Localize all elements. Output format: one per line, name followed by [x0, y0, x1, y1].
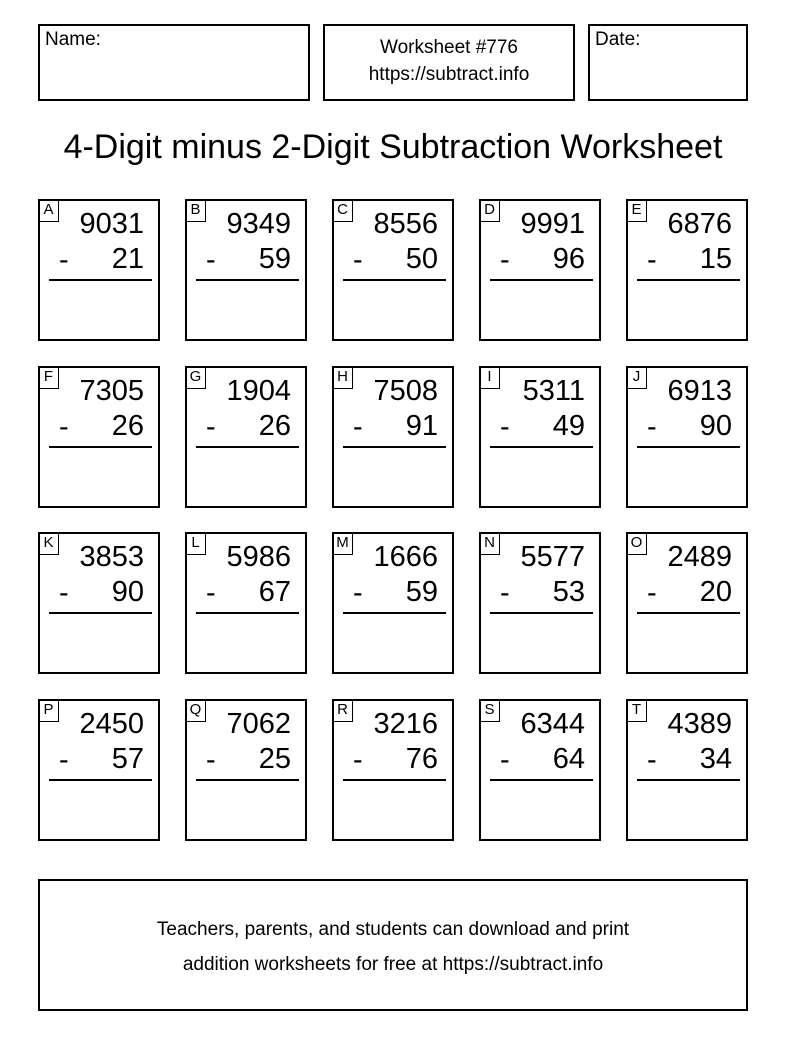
minuend: 6876 [667, 208, 732, 240]
answer-line [343, 279, 446, 281]
minus-sign: - [206, 744, 216, 776]
problem-card[interactable] [332, 699, 454, 841]
minuend: 2489 [667, 541, 732, 573]
problem-letter: I [479, 366, 500, 389]
answer-line [637, 279, 740, 281]
answer-line [49, 279, 152, 281]
footer-line-2: addition worksheets for free at https://subtract.info [182, 954, 604, 975]
minuend: 7062 [226, 708, 291, 740]
subtrahend: 21 [111, 243, 144, 275]
problem-card[interactable] [626, 199, 748, 341]
minus-sign: - [353, 244, 363, 276]
minuend: 4389 [667, 708, 732, 740]
problem-letter: E [626, 199, 647, 222]
subtrahend: 57 [111, 743, 144, 775]
subtrahend: 64 [552, 743, 585, 775]
minuend: 5986 [226, 541, 291, 573]
subtrahend: 90 [699, 410, 732, 442]
problem-letter: B [185, 199, 206, 222]
problem-card[interactable] [626, 532, 748, 674]
answer-line [49, 779, 152, 781]
problem-card[interactable] [185, 532, 307, 674]
minuend: 5577 [520, 541, 585, 573]
minuend: 9991 [520, 208, 585, 240]
problem-letter: M [332, 532, 353, 555]
minus-sign: - [353, 411, 363, 443]
problem-letter: L [185, 532, 206, 555]
problem-card[interactable] [38, 366, 160, 508]
problem-letter: T [626, 699, 647, 722]
subtrahend: 96 [552, 243, 585, 275]
problem-card[interactable] [626, 699, 748, 841]
subtrahend: 90 [111, 576, 144, 608]
minuend: 1666 [373, 541, 438, 573]
worksheet-url: https://subtract.info [368, 64, 530, 85]
date-label: Date: [595, 29, 641, 50]
date-field-box[interactable] [588, 24, 748, 101]
subtrahend: 49 [552, 410, 585, 442]
problem-letter: F [38, 366, 59, 389]
problem-letter: K [38, 532, 59, 555]
answer-line [196, 779, 299, 781]
answer-line [343, 612, 446, 614]
minuend: 2450 [79, 708, 144, 740]
subtrahend: 26 [258, 410, 291, 442]
problem-card[interactable] [38, 199, 160, 341]
name-label: Name: [45, 29, 101, 50]
minuend: 6344 [520, 708, 585, 740]
answer-line [49, 446, 152, 448]
minus-sign: - [353, 744, 363, 776]
minus-sign: - [206, 577, 216, 609]
minus-sign: - [500, 577, 510, 609]
minuend: 3216 [373, 708, 438, 740]
problem-card[interactable] [38, 699, 160, 841]
footer-line-1: Teachers, parents, and students can download and print [156, 919, 630, 940]
answer-line [490, 279, 593, 281]
subtrahend: 25 [258, 743, 291, 775]
worksheet-number: Worksheet #776 [379, 37, 518, 58]
problem-card[interactable] [479, 366, 601, 508]
answer-line [490, 612, 593, 614]
minus-sign: - [59, 411, 69, 443]
minus-sign: - [59, 744, 69, 776]
problem-letter: S [479, 699, 500, 722]
minuend: 7508 [373, 375, 438, 407]
answer-line [490, 446, 593, 448]
minus-sign: - [59, 577, 69, 609]
problem-card[interactable] [479, 199, 601, 341]
minus-sign: - [206, 244, 216, 276]
subtrahend: 91 [405, 410, 438, 442]
minus-sign: - [647, 244, 657, 276]
subtrahend: 59 [258, 243, 291, 275]
problem-letter: R [332, 699, 353, 722]
subtrahend: 67 [258, 576, 291, 608]
problem-letter: J [626, 366, 647, 389]
problem-card[interactable] [38, 532, 160, 674]
subtrahend: 34 [699, 743, 732, 775]
problem-card[interactable] [479, 699, 601, 841]
answer-line [637, 446, 740, 448]
answer-line [343, 779, 446, 781]
problem-letter: A [38, 199, 59, 222]
minus-sign: - [500, 744, 510, 776]
subtrahend: 53 [552, 576, 585, 608]
subtrahend: 50 [405, 243, 438, 275]
problem-letter: O [626, 532, 647, 555]
problem-card[interactable] [479, 532, 601, 674]
answer-line [196, 446, 299, 448]
minus-sign: - [500, 244, 510, 276]
minus-sign: - [59, 244, 69, 276]
problem-card[interactable] [332, 199, 454, 341]
answer-line [490, 779, 593, 781]
minuend: 1904 [226, 375, 291, 407]
problem-card[interactable] [185, 366, 307, 508]
subtrahend: 20 [699, 576, 732, 608]
name-field-box[interactable] [38, 24, 310, 101]
answer-line [637, 612, 740, 614]
problem-card[interactable] [185, 199, 307, 341]
problem-letter: N [479, 532, 500, 555]
subtrahend: 76 [405, 743, 438, 775]
minus-sign: - [353, 577, 363, 609]
subtrahend: 15 [699, 243, 732, 275]
minuend: 8556 [373, 208, 438, 240]
minuend: 5311 [522, 375, 585, 407]
answer-line [343, 446, 446, 448]
problem-card[interactable] [626, 366, 748, 508]
problem-card[interactable] [185, 699, 307, 841]
answer-line [637, 779, 740, 781]
problem-card[interactable] [332, 366, 454, 508]
problem-letter: Q [185, 699, 206, 722]
problem-letter: C [332, 199, 353, 222]
problem-card[interactable] [332, 532, 454, 674]
minuend: 6913 [667, 375, 732, 407]
footer-box [38, 879, 748, 1011]
minus-sign: - [206, 411, 216, 443]
page-title: 4-Digit minus 2-Digit Subtraction Worksheet [63, 128, 723, 166]
minus-sign: - [500, 411, 510, 443]
answer-line [196, 279, 299, 281]
answer-line [196, 612, 299, 614]
subtrahend: 59 [405, 576, 438, 608]
problem-letter: H [332, 366, 353, 389]
problem-letter: G [185, 366, 206, 389]
minuend: 9031 [79, 208, 144, 240]
minus-sign: - [647, 744, 657, 776]
minuend: 3853 [79, 541, 144, 573]
minus-sign: - [647, 577, 657, 609]
subtrahend: 26 [111, 410, 144, 442]
problem-letter: D [479, 199, 500, 222]
minuend: 9349 [226, 208, 291, 240]
worksheet-info-box [323, 24, 575, 101]
answer-line [49, 612, 152, 614]
problem-letter: P [38, 699, 59, 722]
minuend: 7305 [79, 375, 144, 407]
minus-sign: - [647, 411, 657, 443]
